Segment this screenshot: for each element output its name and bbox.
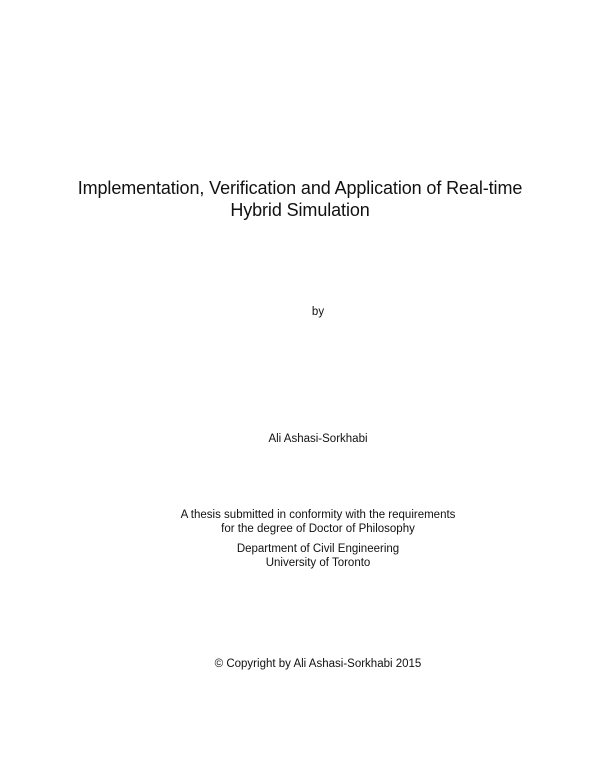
- author-name: Ali Ashasi-Sorkhabi: [268, 433, 368, 445]
- thesis-statement-line-2: for the degree of Doctor of Philosophy: [221, 523, 415, 535]
- thesis-title-line-2: Hybrid Simulation: [230, 200, 370, 220]
- copyright-notice: © Copyright by Ali Ashasi-Sorkhabi 2015: [214, 658, 422, 670]
- thesis-title: [0, 177, 600, 221]
- thesis-statement-line-1: A thesis submitted in conformity with the requirements: [180, 509, 456, 521]
- university-name: University of Toronto: [265, 557, 371, 569]
- thesis-statement: [18, 508, 600, 536]
- affiliation: [18, 542, 600, 570]
- thesis-title-line-1: Implementation, Verification and Application of Real-time: [77, 178, 523, 198]
- by-label: by: [311, 306, 325, 318]
- department-name: Department of Civil Engineering: [236, 543, 400, 555]
